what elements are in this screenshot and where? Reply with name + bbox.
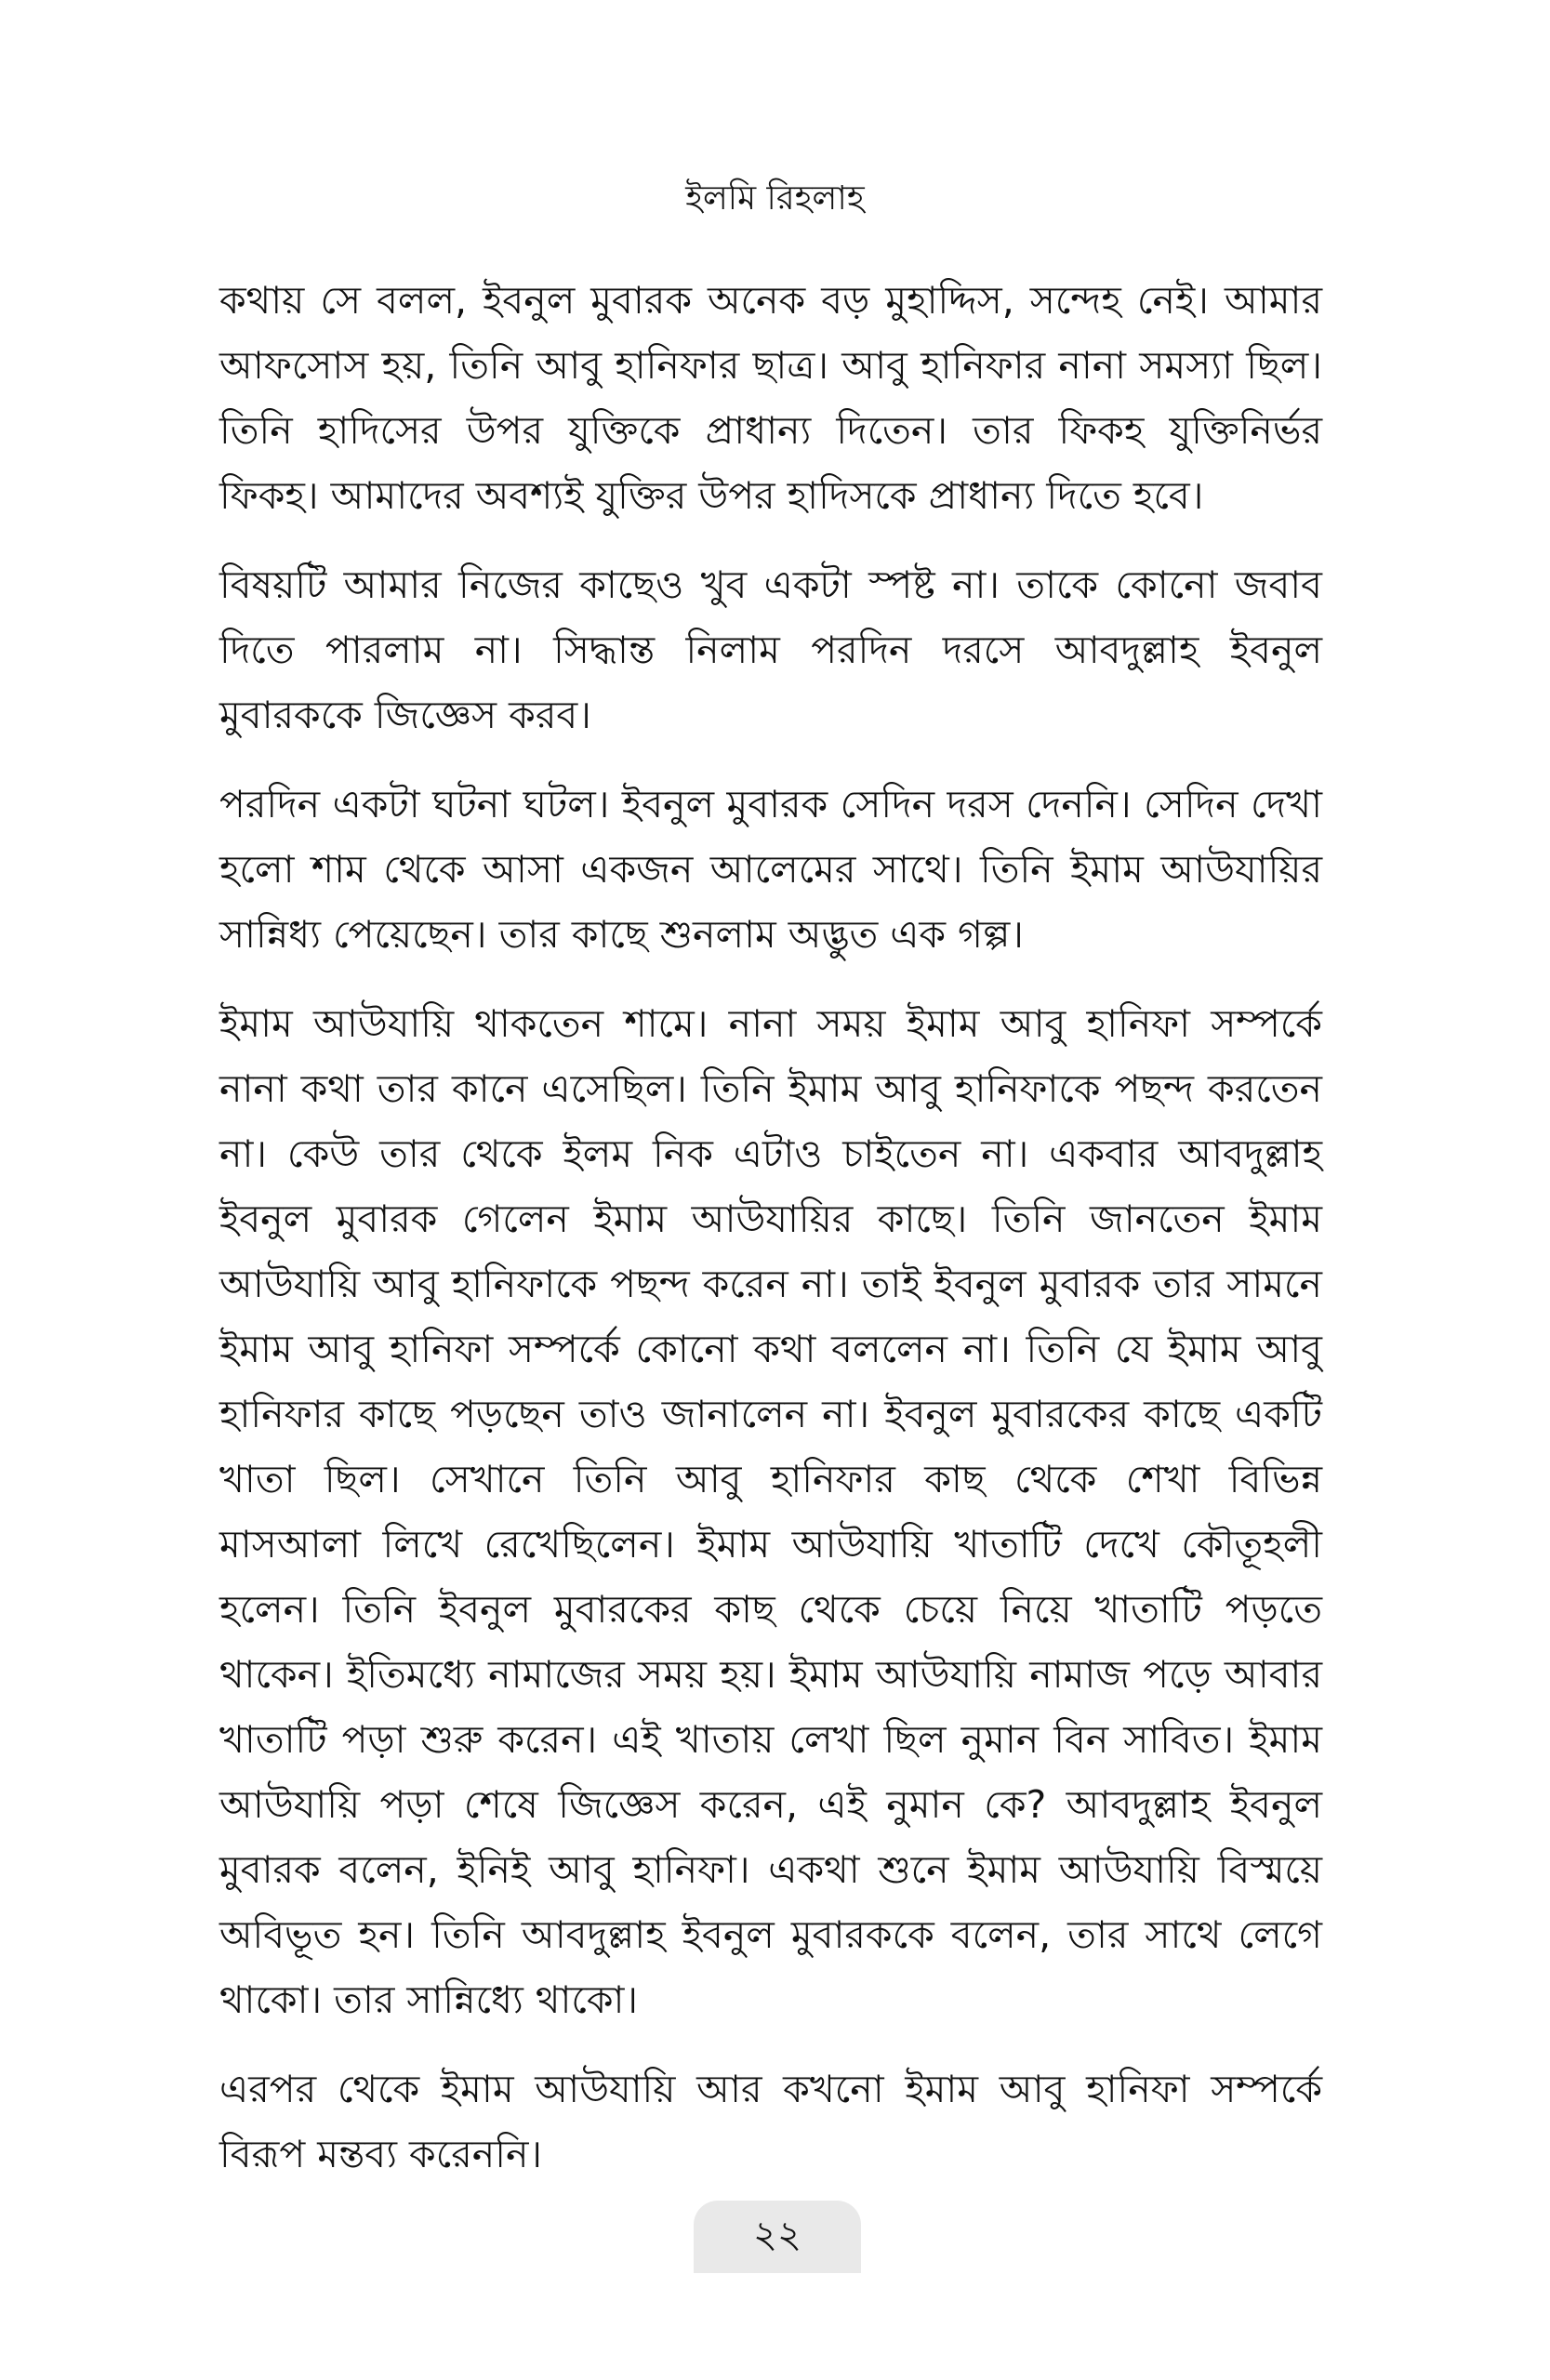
paragraph-5: এরপর থেকে ইমাম আউযায়ি আর কখনো ইমাম আবু হানিফা সম্পর্কে বিরূপ মন্তব্য করেননি।	[219, 2067, 1322, 2176]
paragraph-1: কথায় সে বলল, ইবনুল মুবারক অনেক বড় মুহাদ্দিস, সন্দেহ নেই। আমার আফসোস হয়, তিনি আবু হানিফার ছাত্র। আবু হানিফার নানা সমস্যা ছিল। তিনি হাদিসের উপর যুক্তিকে প্রাধান্য দিতেন। তার ফিকহ যুক্তিনির্ভর ফিকহ। আমাদের অবশ্যই যুক্তির উপর হাদিসকে প্রাধান্য দিতে হবে।	[219, 278, 1322, 518]
paragraph-4: ইমাম আউযায়ি থাকতেন শামে। নানা সময় ইমাম আবু হানিফা সম্পর্কে নানা কথা তার কানে এসেছিল। তিনি ইমাম আবু হানিফাকে পছন্দ করতেন না। কেউ তার থেকে ইলম নিক এটাও চাইতেন না। একবার আবদুল্লাহ ইবনুল মুবারক গেলেন ইমাম আউযায়ির কাছে। তিনি জানতেন ইমাম আউযায়ি আবু হানিফাকে পছন্দ করেন না। তাই ইবনুল মুবারক তার সামনে ইমাম আবু হানিফা সম্পর্কে কোনো কথা বললেন না। তিনি যে ইমাম আবু হানিফার কাছে পড়ছেন তাও জানালেন না। ইবনুল মুবারকের কাছে একটি খাতা ছিল। সেখানে তিনি আবু হানিফার কাছ থেকে শেখা বিভিন্ন মাসআলা লিখে রেখেছিলেন। ইমাম আউযায়ি খাতাটি দেখে কৌতূহলী হলেন। তিনি ইবনুল মুবারকের কাছ থেকে চেয়ে নিয়ে খাতাটি পড়তে থাকেন। ইতিমধ্যে নামাজের সময় হয়। ইমাম আউযায়ি নামাজ পড়ে আবার খাতাটি পড়া শুরু করেন। এই খাতায় লেখা ছিল নুমান বিন সাবিত। ইমাম আউযায়ি পড়া শেষে জিজ্ঞেস করেন, এই নুমান কে? আবদুল্লাহ ইবনুল মুবারক বলেন, ইনিই আবু হানিফা। একথা শুনে ইমাম আউযায়ি বিস্ময়ে অবিভূত হন। তিনি আবদুল্লাহ ইবনুল মুবারককে বলেন, তার সাথে লেগে থাকো। তার সান্নিধ্যে থাকো।	[219, 1001, 1322, 2022]
running-title: ইলমি রিহলাহ	[685, 179, 865, 218]
page-number: ২২	[752, 2214, 801, 2256]
paragraph-3: পরদিন একটা ঘটনা ঘটল। ইবনুল মুবারক সেদিন দরস দেননি। সেদিন দেখা হলো শাম থেকে আসা একজন আলেমের সাথে। তিনি ইমাম আউযায়ির সান্নিধ্য পেয়েছেন। তার কাছে শুনলাম অদ্ভুত এক গল্প।	[219, 782, 1322, 957]
paragraph-2: বিষয়টি আমার নিজের কাছেও খুব একটা স্পষ্ট না। তাকে কোনো জবাব দিতে পারলাম না। সিদ্ধান্ত নিলাম পরদিন দরসে আবদুল্লাহ ইবনুল মুবারককে জিজ্ঞেস করব।	[219, 562, 1322, 737]
body-text	[219, 268, 1322, 2211]
